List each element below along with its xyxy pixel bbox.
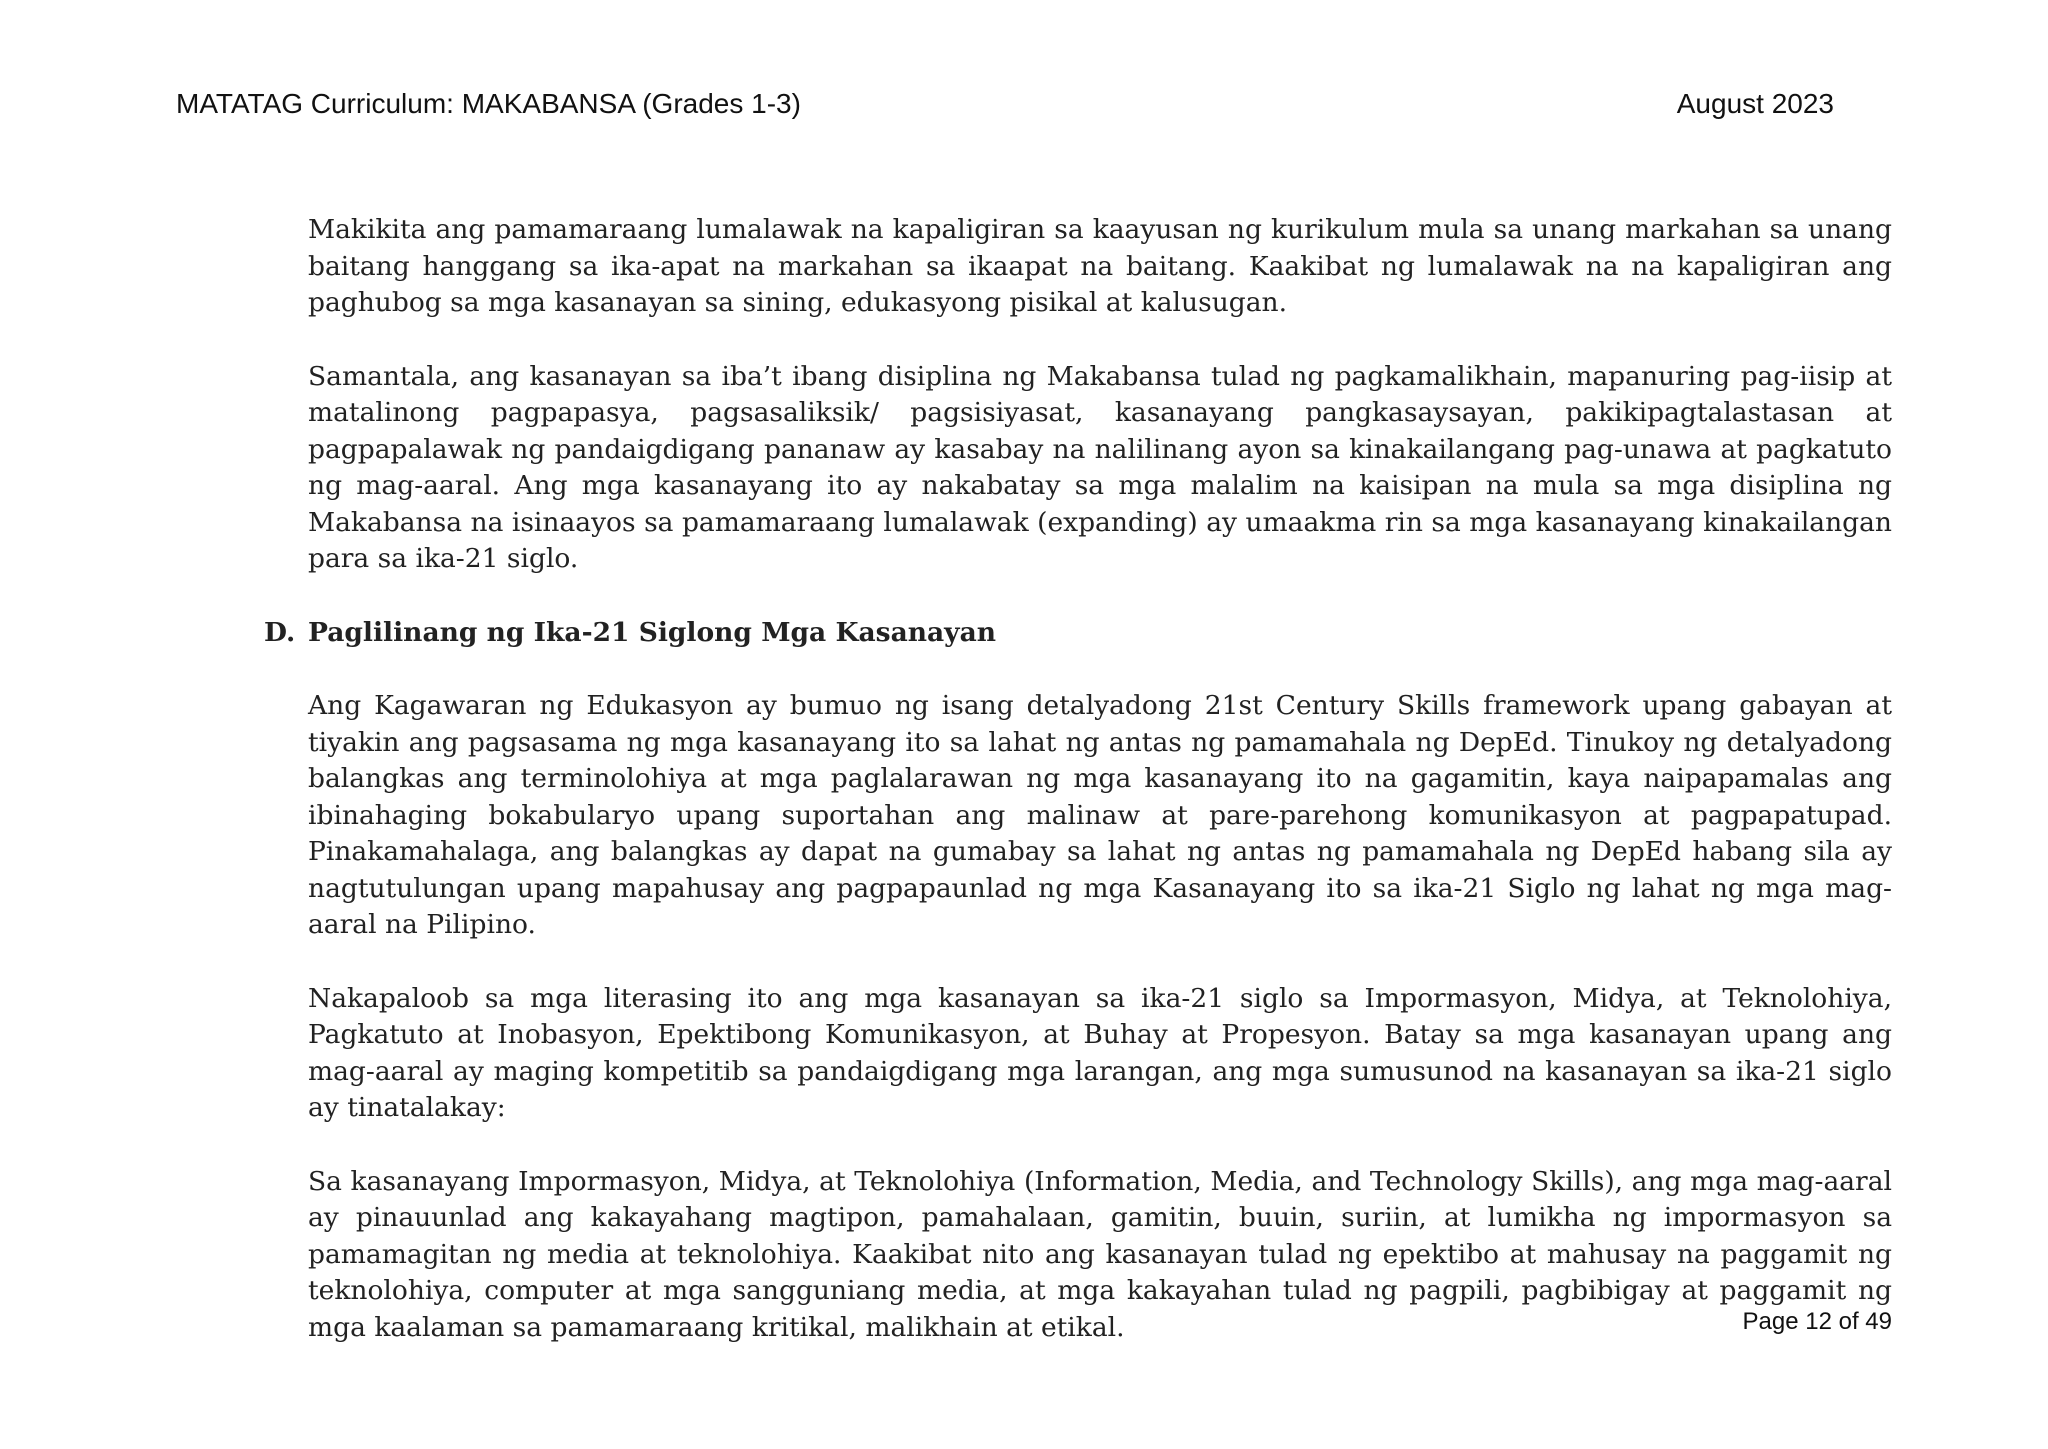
body-paragraph-2: Samantala, ang kasanayan sa iba’t ibang disiplina ng Makabansa tulad ng pagkamalikhain, mapanuring pag-iisip at matalinong pagpapasya, pagsasaliksik/ pagsisiyasat, kasanayang pangkasaysayan, pakikipagtalastasan at pagpapalawak ng pandaigdigang pananaw ay kasabay na nalilinang ayon sa kinakailangang pag-unawa at pagkatuto ng mag-aaral. Ang mga kasanayang ito ay nakabatay sa mga malalim na kaisipan na mula sa mga disiplina ng Makabansa na isinaayos sa pamamaraang lumalawak (expanding) ay umaakma rin sa mga kasanayang kinakailangan para sa ika-21 siglo. <box>308 360 1892 574</box>
document-header-date: August 2023 <box>1676 88 1834 119</box>
body-paragraph-5: Sa kasanayang Impormasyon, Midya, at Teknolohiya (Information, Media, and Technology Skills), ang mga mag-aaral ay pinauunlad ang kakayahang magtipon, pamahalaan, gamitin, buuin, suriin, at lumikha ng impormasyon sa pamamagitan ng media at teknolohiya. Kaakibat nito ang kasanayan tulad ng epektibo at mahusay na paggamit ng teknolohiya, computer at mga sangguniang media, at mga kakayahan tulad ng pagpili, pagbibigay at paggamit ng mga kaalaman sa pamamaraang kritikal, malikhain at etikal. <box>308 1165 1892 1343</box>
document-header-title: MATATAG Curriculum: MAKABANSA (Grades 1-3) <box>176 88 801 119</box>
document-body <box>264 212 1892 1383</box>
body-paragraph-3: Ang Kagawaran ng Edukasyon ay bumuo ng isang detalyadong 21st Century Skills framework upang gabayan at tiyakin ang pagsasama ng mga kasanayang ito sa lahat ng antas ng pamamahala ng DepEd. Tinukoy ng detalyadong balangkas ang terminolohiya at mga paglalarawan ng mga kasanayang ito na gagamitin, kaya naipapamalas ang ibinahaging bokabularyo upang suportahan ang malinaw at pare-parehong komunikasyon at pagpapatupad. Pinakamahalaga, ang balangkas ay dapat na gumabay sa lahat ng antas ng pamamahala ng DepEd habang sila ay nagtutulungan upang mapahusay ang pagpapaunlad ng mga Kasanayang ito sa ika-21 Siglo ng lahat ng mga mag-aaral na Pilipino. <box>308 690 1892 940</box>
section-letter: D. <box>264 616 296 648</box>
body-paragraph-1: Makikita ang pamamaraang lumalawak na kapaligiran sa kaayusan ng kurikulum mula sa unang markahan sa unang baitang hanggang sa ika-apat na markahan sa ikaapat na baitang. Kaakibat ng lumalawak na na kapaligiran ang paghubog sa mga kasanayan sa sining, edukasyong pisikal at kalusugan. <box>308 214 1892 318</box>
section-heading <box>264 615 1892 652</box>
body-paragraph-4: Nakapaloob sa mga literasing ito ang mga kasanayan sa ika-21 siglo sa Impormasyon, Midya, at Teknolohiya, Pagkatuto at Inobasyon, Epektibong Komunikasyon, at Buhay at Propesyon. Batay sa mga kasanayan upang ang mag-aaral ay maging kompetitib sa pandaigdigang mga larangan, ang mga sumusunod na kasanayan sa ika-21 siglo ay tinatalakay: <box>308 982 1892 1123</box>
section-title: Paglilinang ng Ika-21 Siglong Mga Kasanayan <box>308 616 997 648</box>
page-number: Page 12 of 49 <box>1742 1308 1892 1335</box>
